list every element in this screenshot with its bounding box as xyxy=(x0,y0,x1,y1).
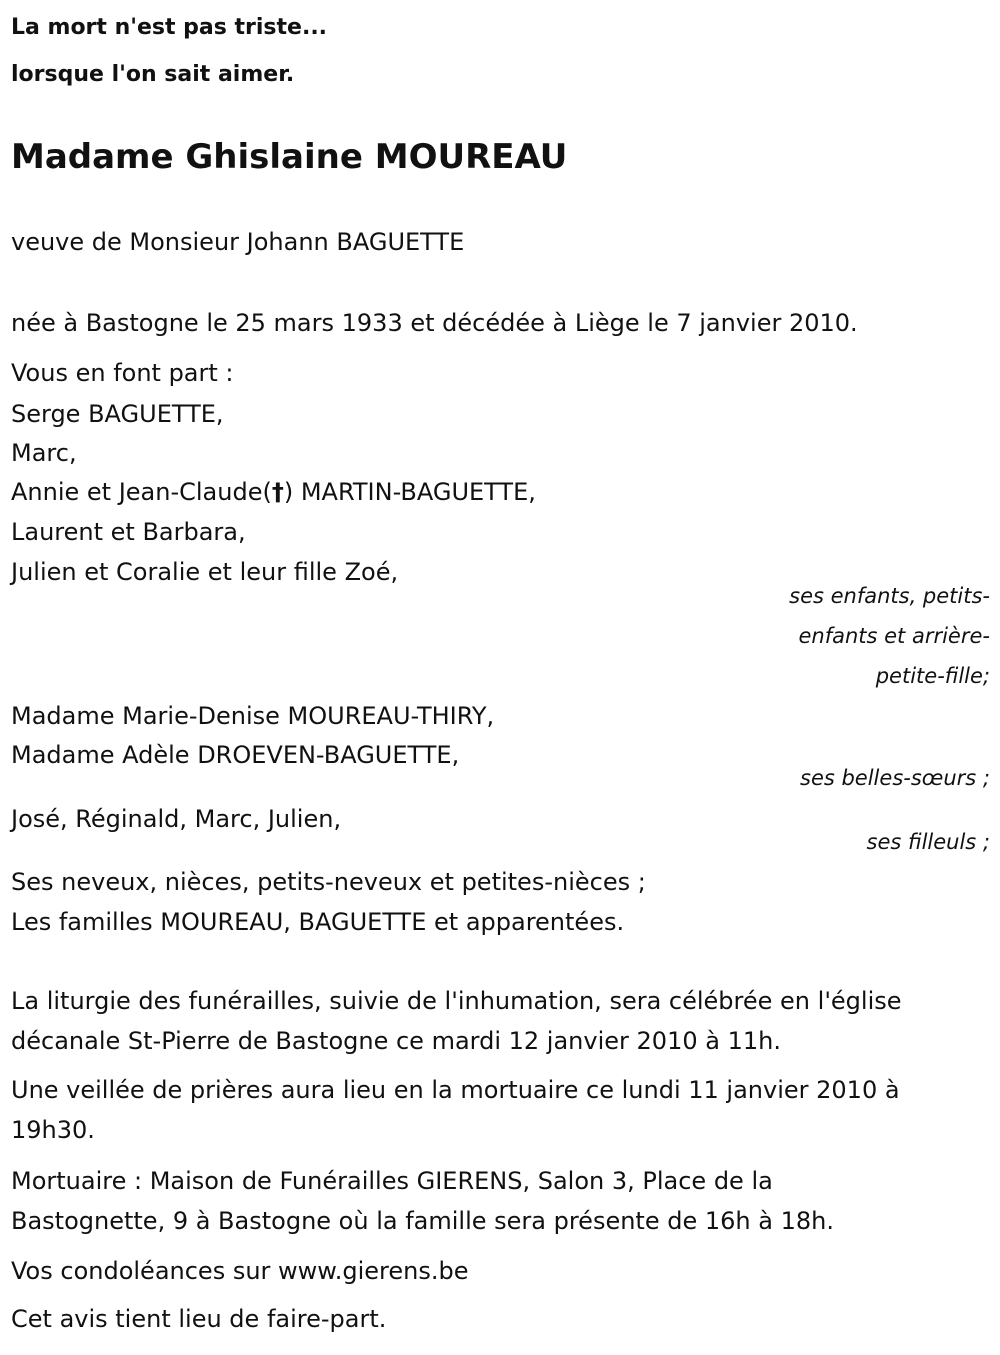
mortuary-line-2: Bastognette, 9 à Bastogne où la famille sera présente de 16h à 18h. xyxy=(11,1207,834,1235)
child-annie xyxy=(11,480,536,504)
sisters-in-law-relation: ses belles-sœurs ; xyxy=(800,766,990,790)
vigil-line-2: 19h30. xyxy=(11,1116,95,1144)
birth-death: née à Bastogne le 25 mars 1933 et décédée à Liège le 7 janvier 2010. xyxy=(11,309,858,337)
widow-of: veuve de Monsieur Johann BAGUETTE xyxy=(11,228,465,256)
godchildren: José, Réginald, Marc, Julien, xyxy=(11,805,342,833)
sister-in-law-adele: Madame Adèle DROEVEN-BAGUETTE, xyxy=(11,741,460,769)
vigil-line-1: Une veillée de prières aura lieu en la mortuaire ce lundi 11 janvier 2010 à xyxy=(11,1076,900,1104)
child-serge: Serge BAGUETTE, xyxy=(11,400,224,428)
godchildren-relation: ses filleuls ; xyxy=(866,830,990,854)
motto-line-2: lorsque l'on sait aimer. xyxy=(11,62,295,87)
liturgy-line-1: La liturgie des funérailles, suivie de l'inhumation, sera célébrée en l'église xyxy=(11,987,902,1015)
families: Les familles MOUREAU, BAGUETTE et apparentées. xyxy=(11,908,625,936)
child-marc: Marc, xyxy=(11,439,77,467)
child-annie-prefix: Annie et Jean-Claude( xyxy=(11,478,272,506)
condolences: Vos condoléances sur www.gierens.be xyxy=(11,1257,469,1285)
motto-line-1: La mort n'est pas triste... xyxy=(11,15,328,40)
nephews-nieces: Ses neveux, nièces, petits-neveux et petites-nièces ; xyxy=(11,868,646,896)
children-relation-line-3: petite-fille; xyxy=(875,664,990,688)
cross-icon: † xyxy=(271,478,284,506)
grandchild-laurent: Laurent et Barbara, xyxy=(11,518,246,546)
children-relation-line-2: enfants et arrière- xyxy=(798,624,990,648)
child-annie-suffix: ) MARTIN-BAGUETTE, xyxy=(283,478,536,506)
announcement-intro: Vous en font part : xyxy=(11,359,234,387)
notice: Cet avis tient lieu de faire-part. xyxy=(11,1305,387,1333)
mortuary-line-1: Mortuaire : Maison de Funérailles GIERENS, Salon 3, Place de la xyxy=(11,1167,773,1195)
grandchild-julien: Julien et Coralie et leur fille Zoé, xyxy=(11,558,399,586)
sister-in-law-marie-denise: Madame Marie-Denise MOUREAU-THIRY, xyxy=(11,702,495,730)
liturgy-line-2: décanale St-Pierre de Bastogne ce mardi 12 janvier 2010 à 11h. xyxy=(11,1027,781,1055)
deceased-name: Madame Ghislaine MOUREAU xyxy=(11,137,568,177)
children-relation-line-1: ses enfants, petits- xyxy=(789,584,990,608)
